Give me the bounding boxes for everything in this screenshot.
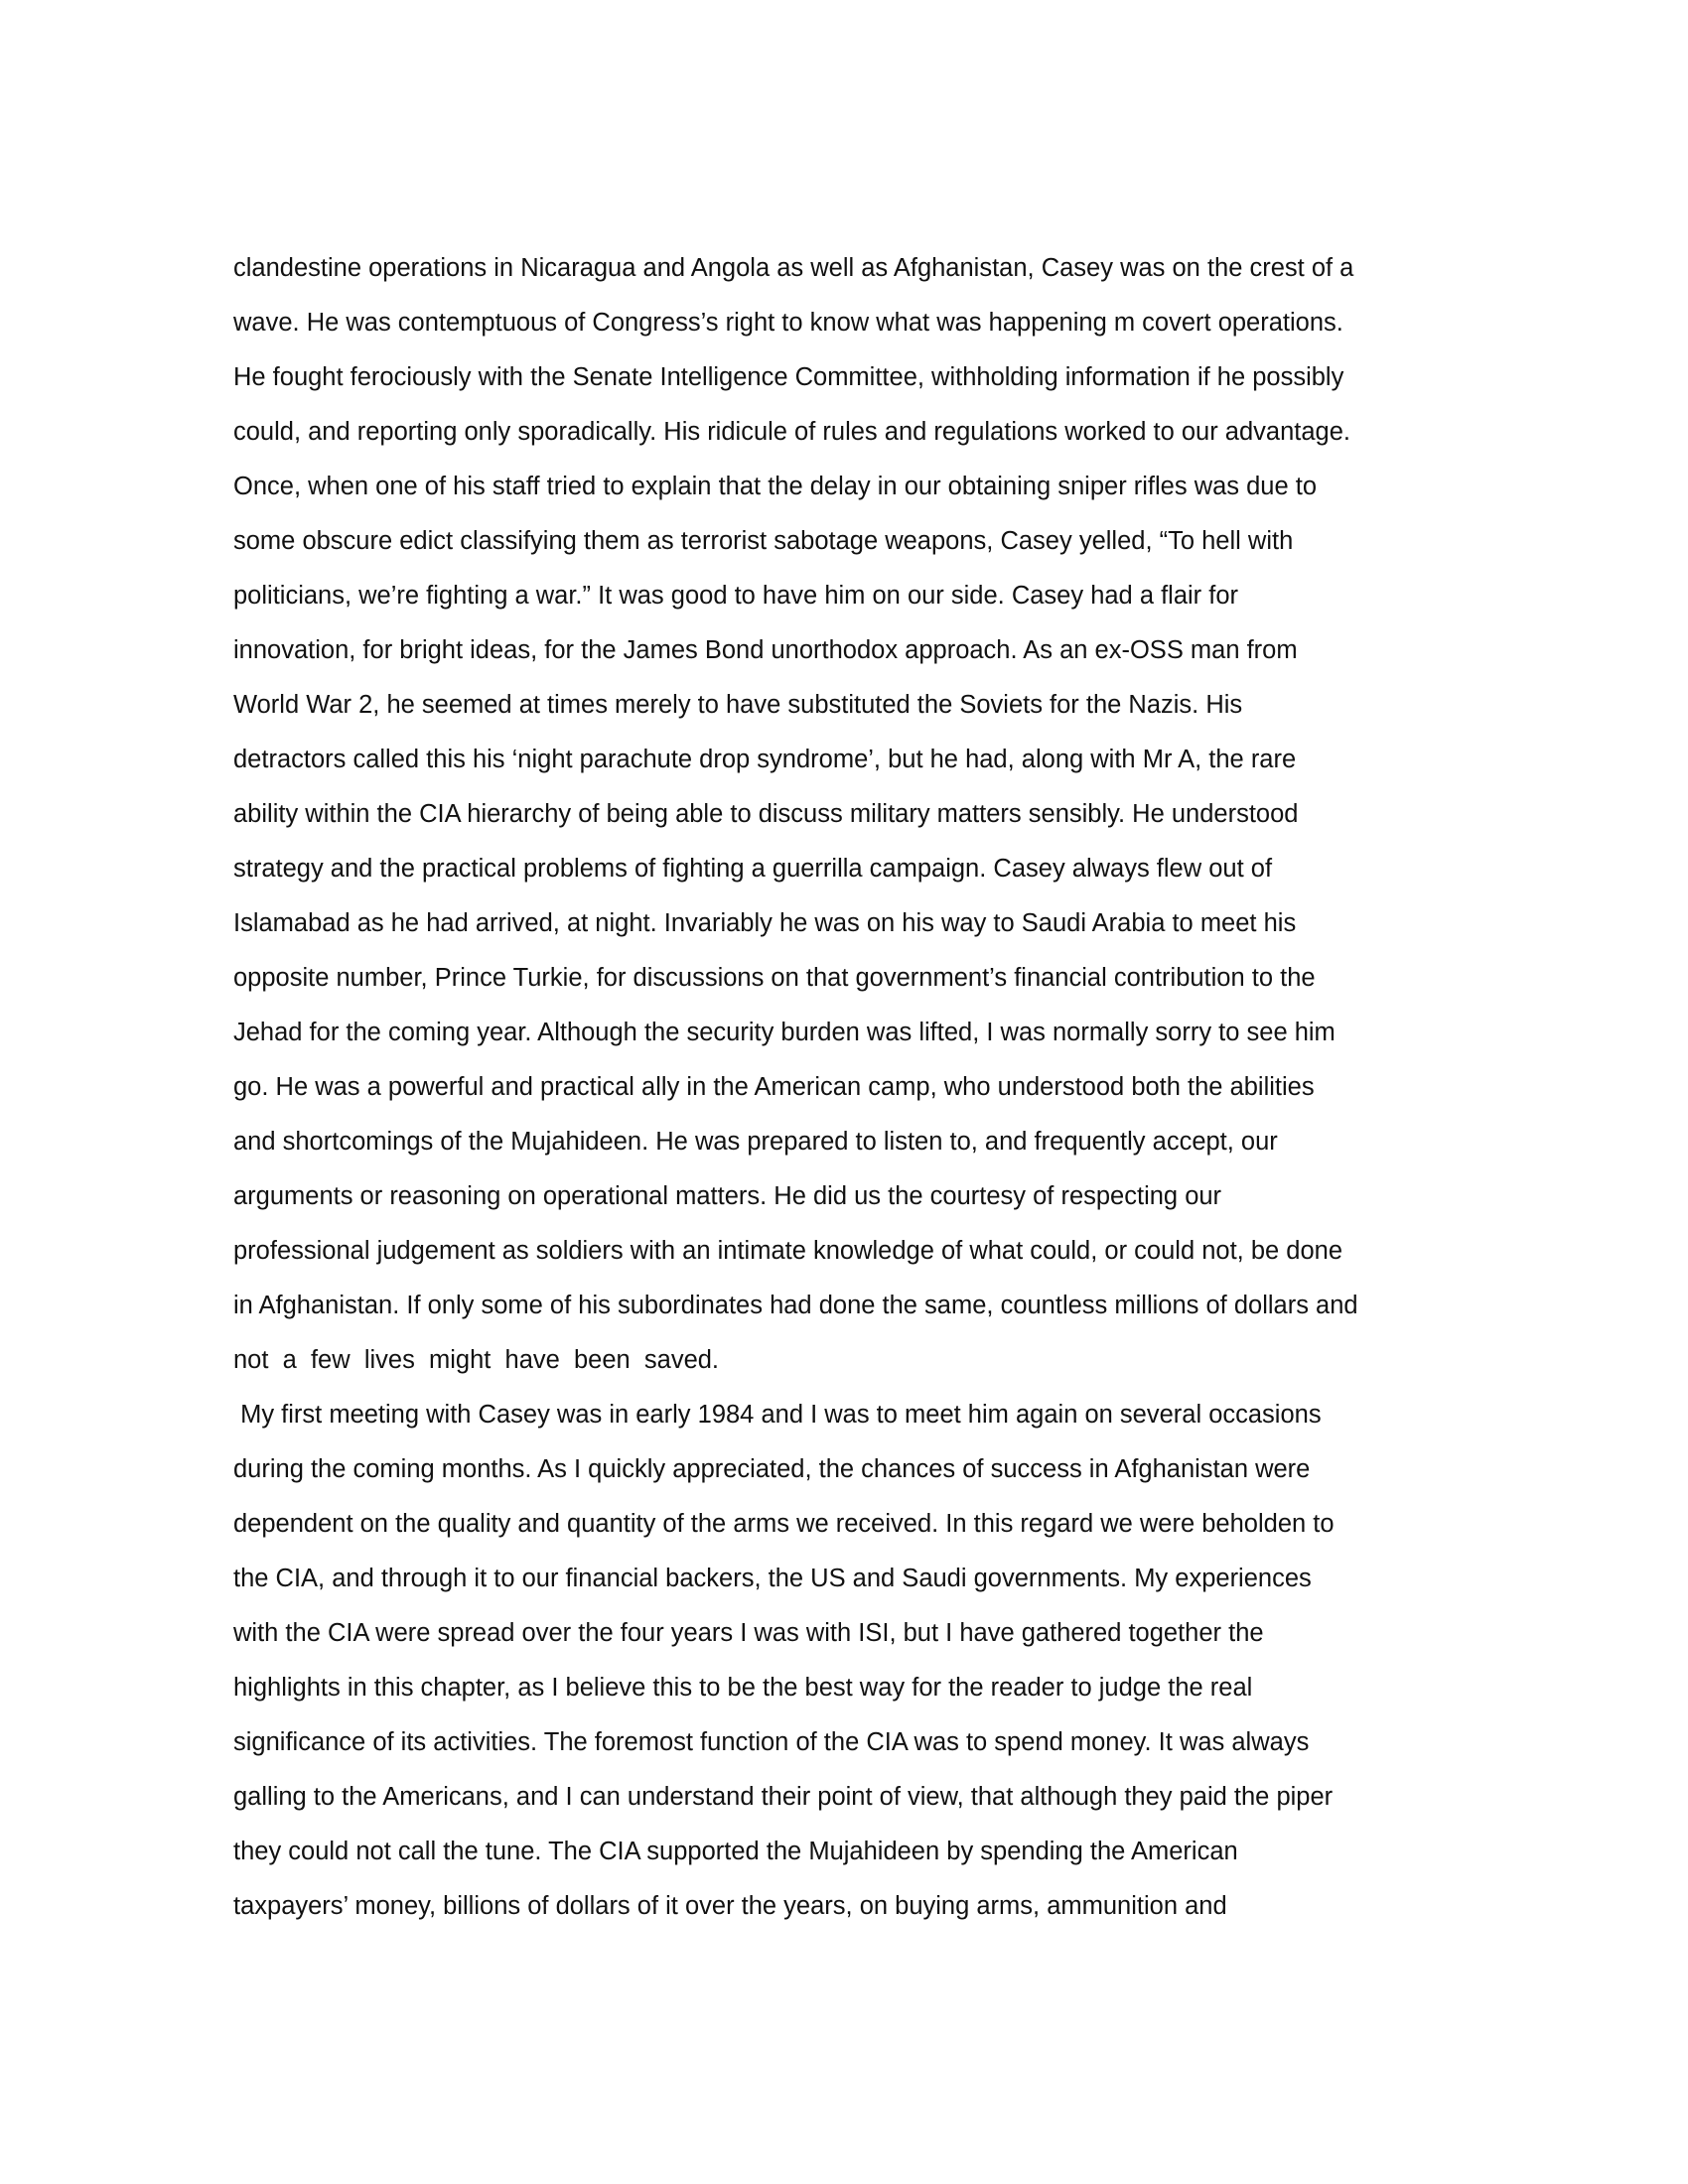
text-line: with the CIA were spread over the four years I was with ISI, but I have gathered together the bbox=[233, 1619, 1264, 1647]
text-line: highlights in this chapter, as I believe this to be the best way for the reader to judge the real bbox=[233, 1674, 1253, 1702]
text-line: Once, when one of his staff tried to explain that the delay in our obtaining sniper rifles was due to bbox=[233, 473, 1318, 500]
text-line: dependent on the quality and quantity of the arms we received. In this regard we were beholden to bbox=[233, 1510, 1335, 1538]
text-line: in Afghanistan. If only some of his subordinates had done the same, countless millions of dollars and bbox=[233, 1292, 1358, 1319]
body-text bbox=[233, 246, 1465, 1939]
text-line: they could not call the tune. The CIA supported the Mujahideen by spending the American bbox=[233, 1838, 1238, 1865]
text-line: He fought ferociously with the Senate Intelligence Committee, withholding information if he possibly bbox=[233, 363, 1344, 391]
text-line: go. He was a powerful and practical ally in the American camp, who understood both the abilities bbox=[233, 1073, 1315, 1101]
text-line: could, and reporting only sporadically. His ridicule of rules and regulations worked to our advantage. bbox=[233, 418, 1351, 446]
text-line: politicians, we’re fighting a war.” It was good to have him on our side. Casey had a flair for bbox=[233, 582, 1239, 610]
text-line: opposite number, Prince Turkie, for discussions on that government’s financial contribution to the bbox=[233, 964, 1316, 992]
text-line: not a few lives might have been saved. bbox=[233, 1346, 720, 1374]
text-line: professional judgement as soldiers with an intimate knowledge of what could, or could not, be done bbox=[233, 1237, 1343, 1265]
text-line: galling to the Americans, and I can understand their point of view, that although they paid the piper bbox=[233, 1783, 1334, 1811]
text-line: and shortcomings of the Mujahideen. He was prepared to listen to, and frequently accept, our bbox=[233, 1128, 1278, 1156]
text-line: the CIA, and through it to our financial backers, the US and Saudi governments. My experiences bbox=[233, 1565, 1312, 1592]
text-line: significance of its activities. The foremost function of the CIA was to spend money. It was always bbox=[233, 1728, 1310, 1756]
text-line: taxpayers’ money, billions of dollars of it over the years, on buying arms, ammunition and bbox=[233, 1892, 1227, 1920]
text-line: detractors called this his ‘night parachute drop syndrome’, but he had, along with Mr A, the rare bbox=[233, 746, 1297, 773]
text-line: clandestine operations in Nicaragua and Angola as well as Afghanistan, Casey was on the crest of a bbox=[233, 254, 1354, 282]
text-line: Islamabad as he had arrived, at night. Invariably he was on his way to Saudi Arabia to meet his bbox=[233, 909, 1297, 937]
text-line: World War 2, he seemed at times merely to have substituted the Soviets for the Nazis. His bbox=[233, 691, 1243, 719]
text-line: ability within the CIA hierarchy of being able to discuss military matters sensibly. He understood bbox=[233, 800, 1299, 828]
text-line: some obscure edict classifying them as terrorist sabotage weapons, Casey yelled, “To hell with bbox=[233, 527, 1294, 555]
text-line: My first meeting with Casey was in early 1984 and I was to meet him again on several occasions bbox=[233, 1401, 1322, 1429]
text-line: Jehad for the coming year. Although the security burden was lifted, I was normally sorry to see him bbox=[233, 1019, 1336, 1046]
text-line: innovation, for bright ideas, for the James Bond unorthodox approach. As an ex-OSS man from bbox=[233, 636, 1298, 664]
text-line: strategy and the practical problems of fighting a guerrilla campaign. Casey always flew out of bbox=[233, 855, 1273, 883]
text-line: during the coming months. As I quickly appreciated, the chances of success in Afghanistan were bbox=[233, 1455, 1311, 1483]
text-line: wave. He was contemptuous of Congress’s right to know what was happening m covert operations. bbox=[233, 309, 1343, 337]
text-line: arguments or reasoning on operational matters. He did us the courtesy of respecting our bbox=[233, 1182, 1222, 1210]
